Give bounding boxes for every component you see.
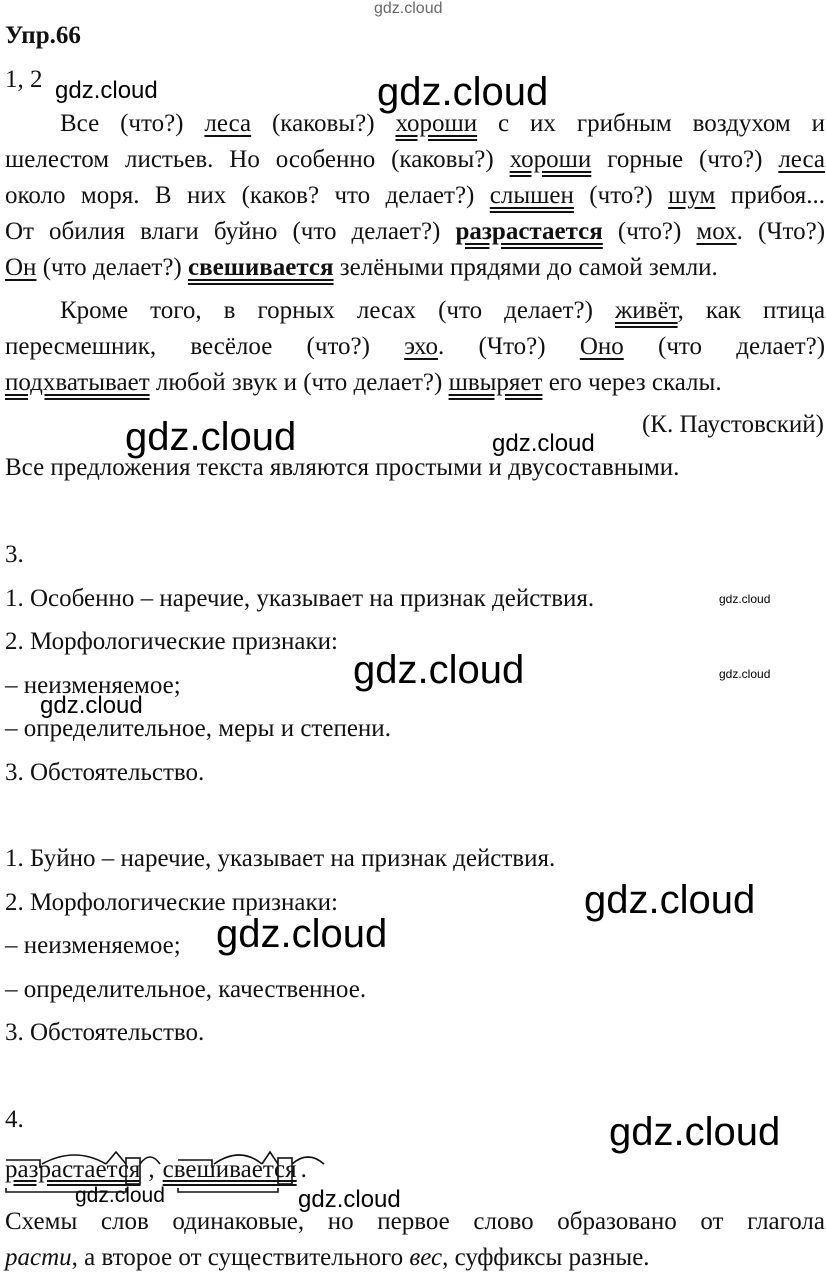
morpheme-word: свешивается [162, 1156, 297, 1183]
text-line: около моря. В них (каков? что делает?) слышен (что?) шум прибоя... [5, 182, 826, 209]
watermark: gdz.cloud [609, 1110, 781, 1154]
subject-word: леса [778, 146, 826, 173]
answer-line: 3. Обстоятельство. [5, 1019, 205, 1046]
watermark: gdz.cloud [374, 0, 443, 17]
answer-line: – определительное, качественное. [5, 976, 367, 1003]
watermark: gdz.cloud [75, 1184, 165, 1207]
text-line: Он (что делает?) свешивается зелёными прядями до самой земли. [5, 254, 718, 281]
subject-word: мох [696, 218, 737, 245]
answer-line: 2. Морфологические признаки: [5, 889, 338, 916]
watermark: gdz.cloud [492, 430, 595, 457]
watermark: gdz.cloud [353, 648, 525, 692]
predicate-word: слышен [489, 182, 574, 209]
subject-word: Он [5, 254, 37, 281]
predicate-word: хороши [395, 110, 478, 137]
watermark: gdz.cloud [55, 77, 158, 104]
task-label-4: 4. [5, 1106, 24, 1133]
subject-word: Оно [579, 333, 624, 360]
morpheme-word: разрастается [5, 1156, 141, 1183]
text-line: Кроме того, в горных лесах (что делает?) живёт, как птица [60, 297, 826, 324]
watermark: gdz.cloud [298, 1186, 401, 1213]
predicate-word: швыряет [448, 369, 543, 396]
watermark: gdz.cloud [125, 415, 297, 459]
italic-word: расти [5, 1244, 72, 1271]
subject-word: шум [668, 182, 716, 209]
watermark: gdz.cloud [719, 667, 771, 681]
subject-word: леса [204, 110, 252, 137]
text-line: подхватывает любой звук и (что делает?) швыряет его через скалы. [5, 369, 722, 396]
text-line: Схемы слов одинаковые, но первое слово образовано от глагола [5, 1208, 826, 1235]
predicate-word: подхватывает [5, 369, 150, 396]
watermark: gdz.cloud [377, 70, 549, 114]
morpheme-marks [0, 1140, 345, 1200]
task-label-3: 3. [5, 541, 24, 568]
text-line: От обилия влаги буйно (что делает?) разрастается (что?) мох. (Что?) [5, 218, 826, 245]
text-line: Все (что?) леса (каковы?) хороши с их грибным воздухом и [60, 110, 826, 137]
answer-line: 1. Буйно – наречие, указывает на признак действия. [5, 845, 556, 872]
subject-word: эхо [404, 333, 439, 360]
watermark: gdz.cloud [216, 912, 388, 956]
answer-line: 1. Особенно – наречие, указывает на признак действия. [5, 585, 595, 612]
text-line: расти, а второе от существительного вес, суффиксы разные. [5, 1244, 650, 1271]
italic-word: вес [409, 1244, 443, 1271]
watermark: gdz.cloud [584, 878, 756, 922]
predicate-word: свешивается [188, 254, 334, 281]
text-line: пересмешник, весёлое (что?) эхо. (Что?) Оно (что делает?) [5, 333, 826, 360]
task-label-1-2: 1, 2 [5, 66, 43, 93]
text-line: шелестом листьев. Но особенно (каковы?) хороши горные (что?) леса [5, 146, 826, 173]
predicate-word: живёт [615, 297, 678, 324]
conclusion-text: Все предложения текста являются простыми и двусоставными. [5, 454, 680, 481]
exercise-title: Упр.66 [5, 22, 81, 49]
morphemic-parse: разрастается , свешивается . [5, 1156, 307, 1183]
predicate-word: хороши [509, 146, 592, 173]
watermark: gdz.cloud [719, 592, 771, 606]
watermark: gdz.cloud [40, 692, 143, 719]
answer-line: – неизменяемое; [5, 672, 181, 699]
predicate-word: разрастается [455, 218, 603, 245]
answer-line: 3. Обстоятельство. [5, 759, 205, 786]
answer-line: – неизменяемое; [5, 932, 181, 959]
author-attribution: (К. Паустовский) [641, 411, 824, 438]
answer-line: – определительное, меры и степени. [5, 715, 391, 742]
answer-line: 2. Морфологические признаки: [5, 628, 338, 655]
